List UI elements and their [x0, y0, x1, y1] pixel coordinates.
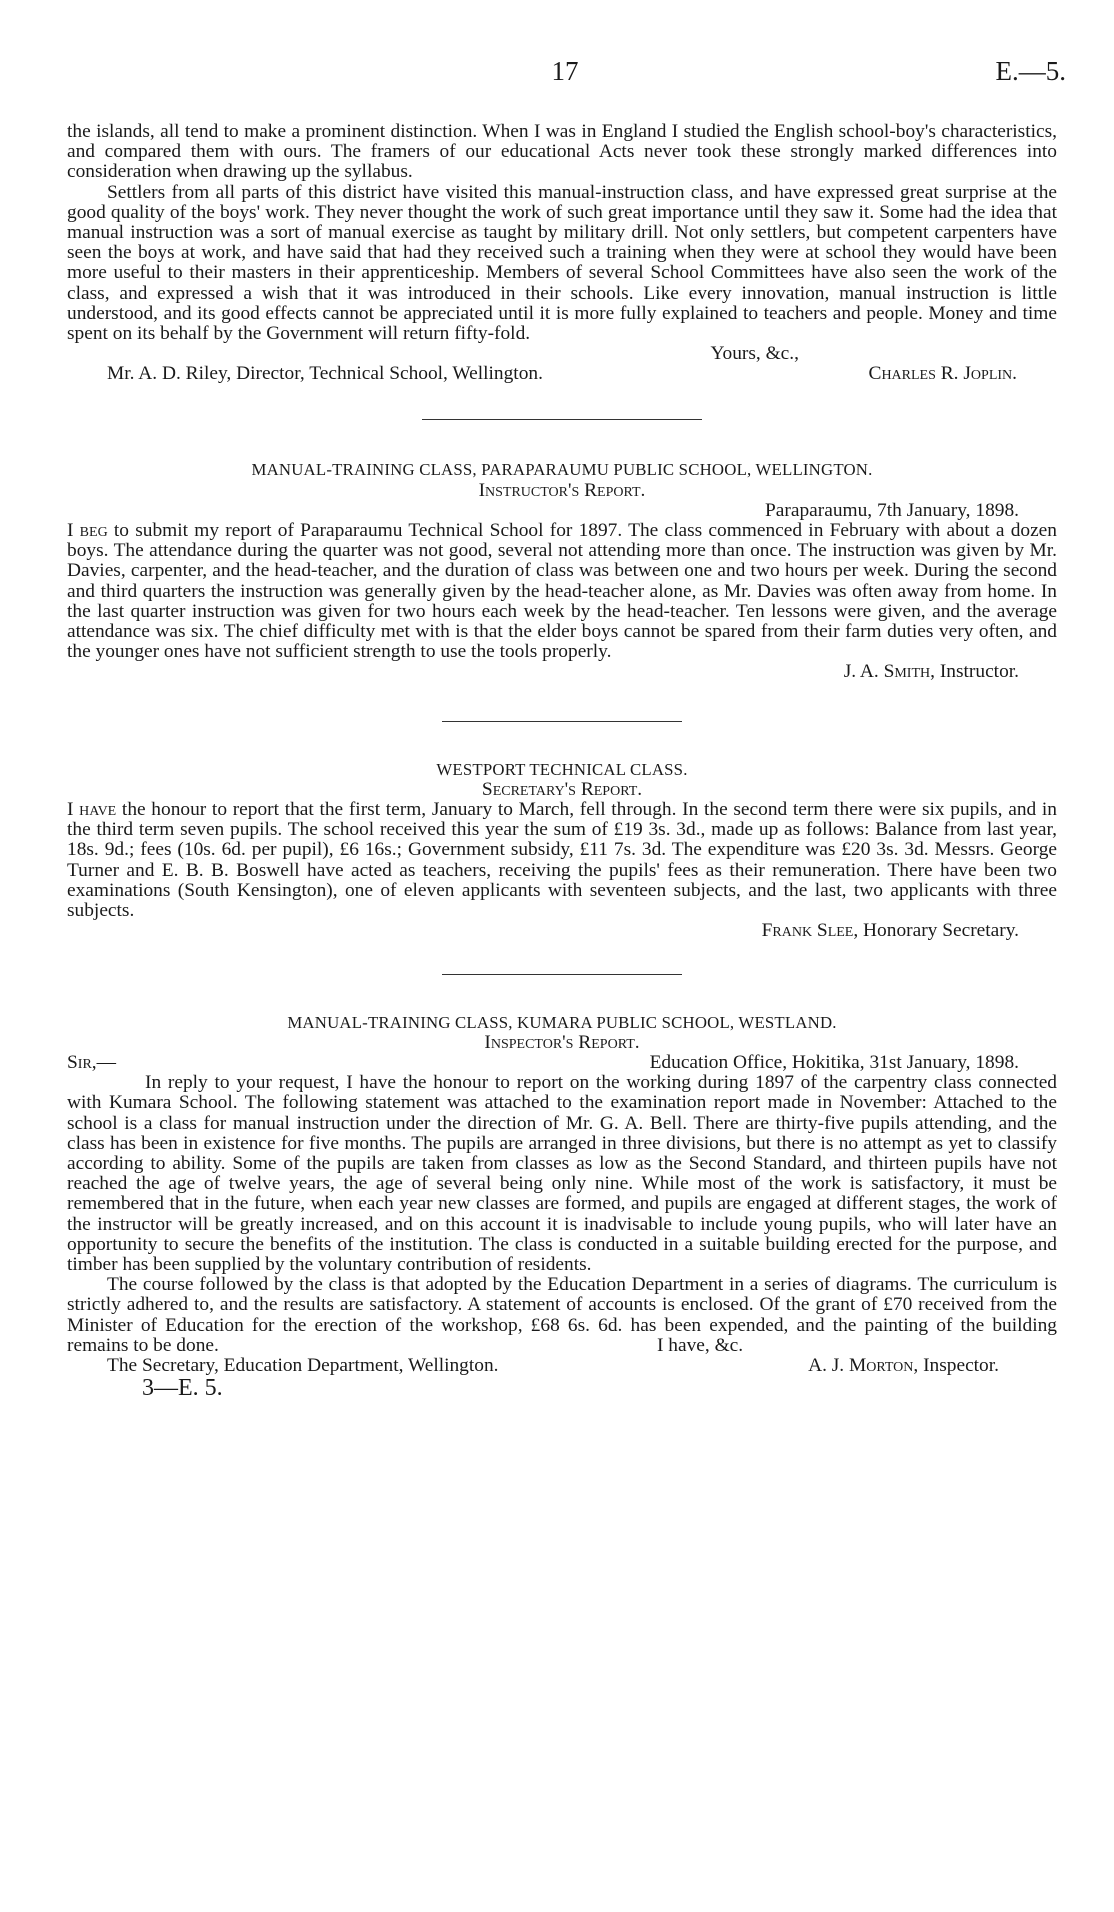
signature-line [67, 921, 1057, 941]
section-subtitle: Secretary's Report. [481, 778, 643, 800]
section-subtitle: Inspector's Report. [484, 1031, 640, 1053]
page-header [64, 56, 1066, 96]
signoff-row [67, 1356, 1057, 1376]
salutation: Sir,— [67, 1051, 117, 1073]
paragraph: The course followed by the class is that adopted by the Education Department in a series of diagrams. The curriculum is strictly adhered to, and the results are satisfactory. A statement of accounts is enclosed. Of the grant of £70 received from the Minister of Education for the erection of the workshop, £68 6s. 6d. has been expended, and the painting of the building remains to be done. [67, 1274, 1057, 1356]
signature-title: Instructor. [934, 661, 1019, 683]
section-title: MANUAL-TRAINING CLASS, PARAPARAUMU PUBLIC SCHOOL, WELLINGTON. [251, 460, 873, 480]
signature-name: J. A. Smith, [843, 661, 935, 683]
signature-mark: 3—E. 5. [142, 1374, 223, 1401]
signature-title: Honorary Secretary. [858, 920, 1019, 942]
opening-words: I have [67, 799, 117, 821]
section-subtitle: Instructor's Report. [478, 479, 646, 501]
signature-line [808, 1356, 999, 1376]
opening-words: I beg [67, 520, 108, 542]
closing: I have, &c. [657, 1334, 744, 1356]
signature-title: Inspector. [918, 1354, 999, 1376]
signature-name: Frank Slee, [761, 920, 859, 942]
paragraph: In reply to your request, I have the honour to report on the working during 1897 of the carpentry class connected with Kumara School. The following statement was attached to the examination report made in November: Attached to the school is a class for manual instruction under the direction of Mr. G. A. Bell. There are thirty-five pupils attending, and the class has been in existence for five months. The pupils are arranged in three divisions, but there is no attempt as yet to classify according to ability. Some of the pupils are taken from classes as low as the Second Standard, and thirteen pupils have not reached the age of twelve years, the age of several being only nine. While most of the work is satisfactory, it must be remembered that in the future, when each year new classes are formed, and pupils are engaged at different stages, the work of the instructor will be greatly increased, and on this account it is inadvisable to include young pupils, who will later have an opportunity to secure the benefits of the institution. The class is conducted in a suitable building erected for the purpose, and timber has been supplied by the voluntary contribution of residents. [67, 1072, 1057, 1275]
signature-name: A. J. Morton, [808, 1354, 919, 1376]
paragraph [67, 800, 1057, 921]
section-title: MANUAL-TRAINING CLASS, KUMARA PUBLIC SCHOOL, WESTLAND. [287, 1012, 837, 1032]
place-date: Education Office, Hokitika, 31st January, 1898. [649, 1051, 1019, 1073]
paragraph-body: to submit my report of Paraparaumu Technical School for 1897. The class commenced in February with about a dozen boys. The attendance during the quarter was not good, several not attending more than once. The instruction was given by Mr. Davies, carpenter, and the head-teacher, and the duration of class was between one and two hours per week. During the second and third quarters the instruction was generally given by the head-teacher alone, as Mr. Davies was often away from home. In the last quarter instruction was given for two hours each week by the head-teacher. Ten lessons were given, and the average attendance was six. The chief difficulty met with is that the elder boys cannot be spared from their farm duties very often, and the younger ones have not sufficient strength to use the tools properly. [67, 520, 1057, 663]
paragraph: Settlers from all parts of this district have visited this manual-instruction class, and have expressed great surprise at the good quality of the boys' work. They never thought the work of such great importance until they saw it. Some had the idea that manual instruction was a sort of manual exercise as taught by military drill. Not only settlers, but competent carpenters have seen the boys at work, and have said that had they received such a training when they were at school they would have been more useful to their masters in their apprenticeship. Members of several School Committees have also seen the work of the class, and expressed a wish that it was introduced in their schools. Like every innovation, manual instruction is little understood, and its good effects cannot be appreciated until it is more fully explained to teachers and people. Money and time spent on its behalf by the Government will return fifty-fold. [67, 181, 1057, 345]
paragraph-body: the honour to report that the first term, January to March, fell through. In the second term there were six pupils, and in the third term seven pupils. The school received this year the sum of £19 3s. 3d., made up as follows: Balance from last year, 18s. 9d.; fees (10s. 6d. per pupil), £6 16s.; Government subsidy, £11 7s. 3d. The expenditure was £20 3s. 3d. Messrs. George Turner and E. B. B. Boswell have acted as teachers, receiving the pupils' fees as their remuneration. There have been two examinations (South Kensington), one of eleven applicants with seventeen subjects, and the last, two applicants with three subjects. [67, 799, 1057, 922]
paragraph [67, 521, 1057, 662]
paragraph: the islands, all tend to make a prominent distinction. When I was in England I studied the English school-boy's characteristics, and compared them with ours. The framers of our educational Acts never took these strongly marked differences into consideration when drawing up the syllabus. [67, 121, 1057, 183]
signoff-row [67, 364, 1057, 384]
salutation-row [67, 1053, 1057, 1073]
addressee: The Secretary, Education Department, Wellington. [107, 1354, 499, 1376]
page-number: 17 [551, 56, 579, 86]
page-content [67, 121, 1057, 1401]
closing-row [67, 1336, 1057, 1356]
place-date: Paraparaumu, 7th January, 1898. [765, 499, 1019, 521]
report-reference: E.—5. [995, 56, 1066, 86]
closing: Yours, &c., [710, 343, 799, 365]
section-title: WESTPORT TECHNICAL CLASS. [436, 759, 688, 779]
signature: Charles R. Joplin. [868, 363, 1017, 385]
signature-line [67, 662, 1057, 682]
addressee: Mr. A. D. Riley, Director, Technical School, Wellington. [107, 363, 543, 385]
